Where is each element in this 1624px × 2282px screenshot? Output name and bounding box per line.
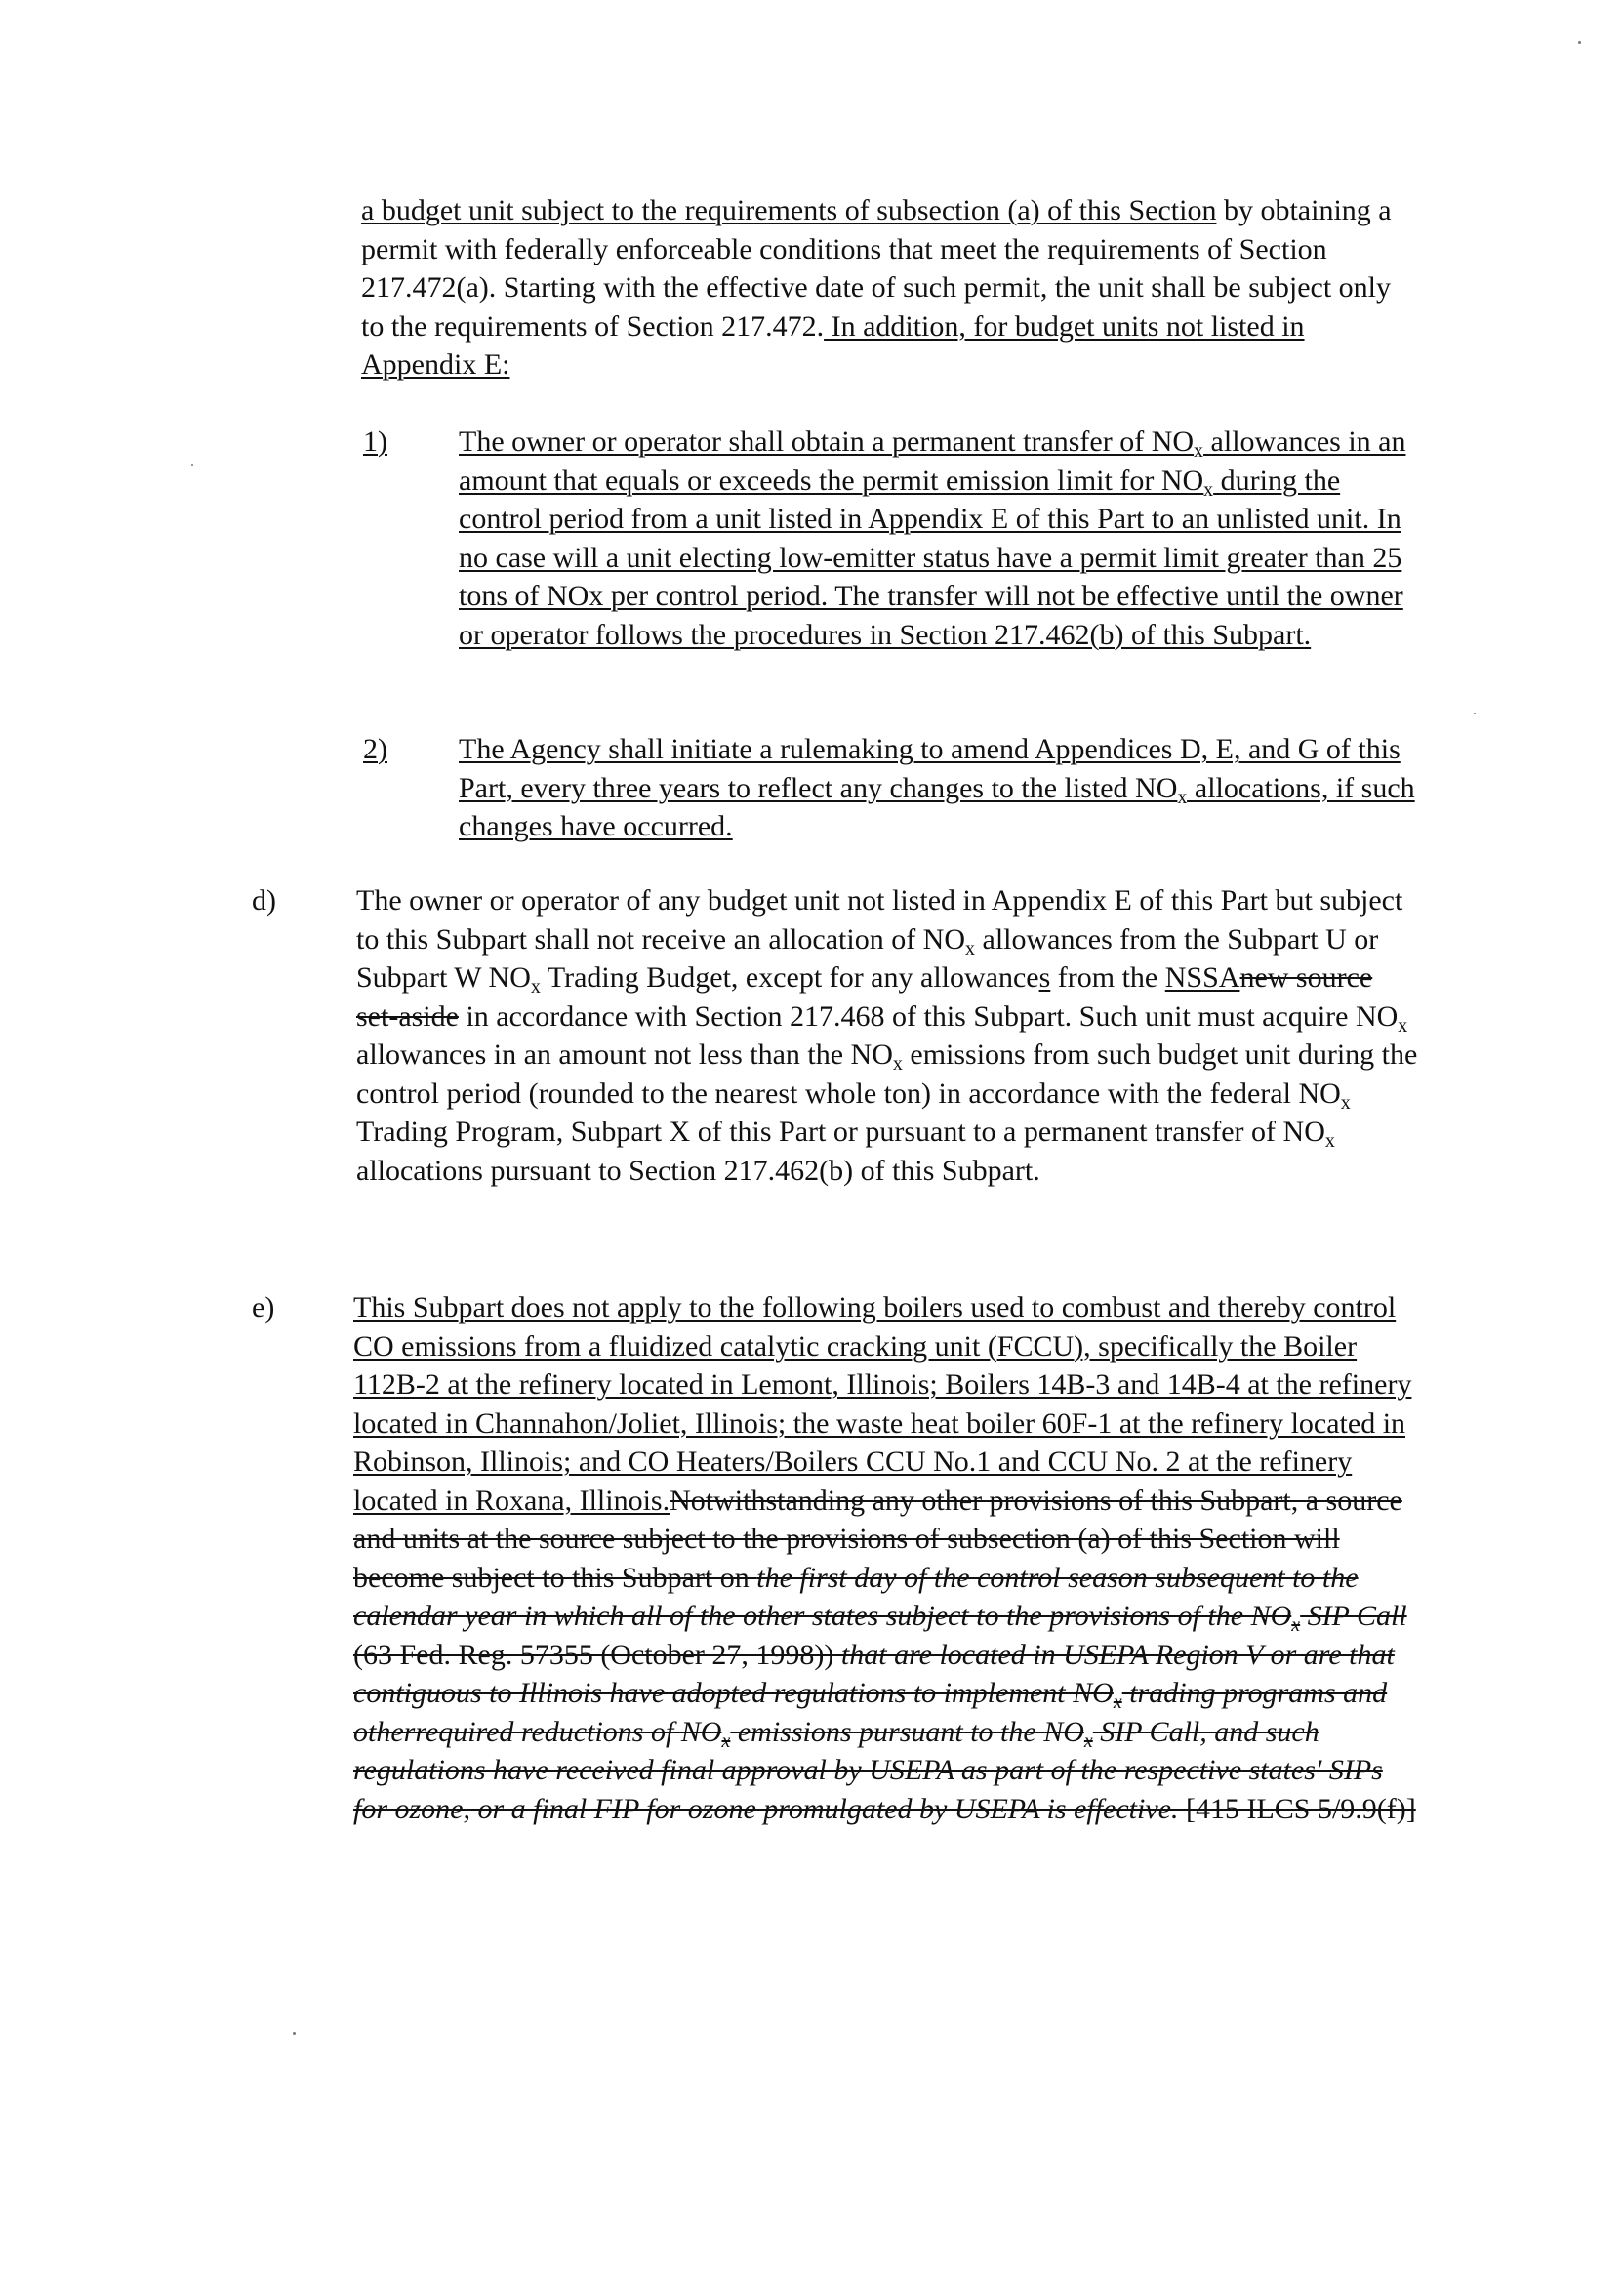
item-1-text: The owner or operator shall obtain a permanent transfer of $NO_x$ allowances in an amount that equals or exceeds the permit emission limit for $NO_x$ during the control period from a unit listed in Appendix E of this Part to an unlisted unit. In no case will a unit electing low-emitter status have a permit limit greater than 25 tons of NOx per control period. The transfer will not be effective until the owner or operator follows the procedures in Section 217.462(b) of this Subpart.	[459, 426, 1406, 651]
scan-speck	[191, 464, 193, 466]
scan-speck	[1578, 41, 1581, 44]
intro-underlined-text: a budget unit subject to the requirements of subsection (a) of this Section	[361, 194, 1217, 226]
item-2-text: The Agency shall initiate a rulemaking to amend Appendices D, E, and G of this Part, every three years to reflect any changes to the listed $NO_x$ allocations, if such changes have occurred.	[459, 733, 1415, 842]
intro-paragraph	[361, 191, 1415, 385]
intro-plain-text: by obtaining a permit with federally enforceable conditions that meet the requirements of Section 217.472(a). Starting with the effective date of such permit, the unit shall be subject only to the requirements of Section 217.472.	[361, 194, 1392, 343]
fccu-exemption-inserted-text: This Subpart does not apply to the following boilers used to combust and thereby control CO emissions from a fluidized catalytic cracking unit (FCCU), specifically the Boiler 112B-2 at the refinery located in Lemont, Illinois; Boilers 14B-3 and 14B-4 at the refinery located in Channahon/Joliet, Illinois; the waste heat boiler 60F-1 at the refinery located in Robinson, Illinois; and CO Heaters/Boilers CCU No.1 and CCU No. 2 at the refinery located in Roxana, Illinois.	[353, 1291, 1412, 1517]
item-1-label: 1)	[363, 426, 387, 458]
scan-speck	[1474, 713, 1476, 714]
subsection-d-label: d)	[252, 884, 276, 917]
subsection-e-label: e)	[252, 1291, 275, 1324]
deleted-text-1: Notwithstanding any other provisions of this Subpart, a source and units at the source subject to the provisions of subsection (a) of this Section will become subject to this Subpart on	[353, 1484, 1402, 1594]
intro-added-text: In addition, for budget units not listed in Appendix E:	[361, 309, 1305, 381]
item-2-label: 2)	[363, 733, 387, 765]
new-source-set-aside-deleted-text: new source set-aside	[356, 961, 1373, 1033]
nssa-inserted-text: NSSA	[1164, 961, 1240, 994]
subsection-e-text: This Subpart does not apply to the following boilers used to combust and thereby control CO emissions from a fluidized catalytic cracking unit (FCCU), specifically the Boiler 112B-2 at the refinery located in Lemont, Illinois; Boilers 14B-3 and 14B-4 at the refinery located in Channahon/Joliet, Illinois; the waste heat boiler 60F-1 at the refinery located in Robinson, Illinois; and CO Heaters/Boilers CCU No.1 and CCU No. 2 at the refinery located in Roxana, Illinois.Notwithstanding any other provisions of this Subpart, a source and units at the source subject to the provisions of subsection (a) of this Section will become subject to this Subpart on the first day of the control season subsequent to the calendar year in which all of the other states subject to the provisions of the $NO_x$ SIP Call (63 Fed. Reg. 57355 (October 27, 1998)) that are located in USEPA Region V or are that contiguous to Illinois have adopted regulations to implement $NO_x$ trading programs and otherrequired reductions of $NO_x$ emissions pursuant to the $NO_x$ SIP Call, and such regulations have received final approval by USEPA as part of the respective states' SIPs for ozone, or a final FIP for ozone promulgated by USEPA is effective. [415 ILCS 5/9.9(f)]	[353, 1291, 1416, 1825]
scan-speck	[293, 2032, 296, 2035]
subsection-d-text: The owner or operator of any budget unit not listed in Appendix E of this Part but subject to this Subpart shall not receive an allocation of $NO_x$ allowances from the Subpart U or Subpart W $NO_x$ Trading Budget, except for any allowances from the NSSAnew source set-aside in accordance with Section 217.468 of this Subpart. Such unit must acquire $NO_x$ allowances in an amount not less than the $NO_x$ emissions from such budget unit during the control period (rounded to the nearest whole ton) in accordance with the federal $NO_x$ Trading Program, Subpart X of this Part or pursuant to a permanent transfer of $NO_x$ allocations pursuant to Section 217.462(b) of this Subpart.	[356, 884, 1418, 1187]
